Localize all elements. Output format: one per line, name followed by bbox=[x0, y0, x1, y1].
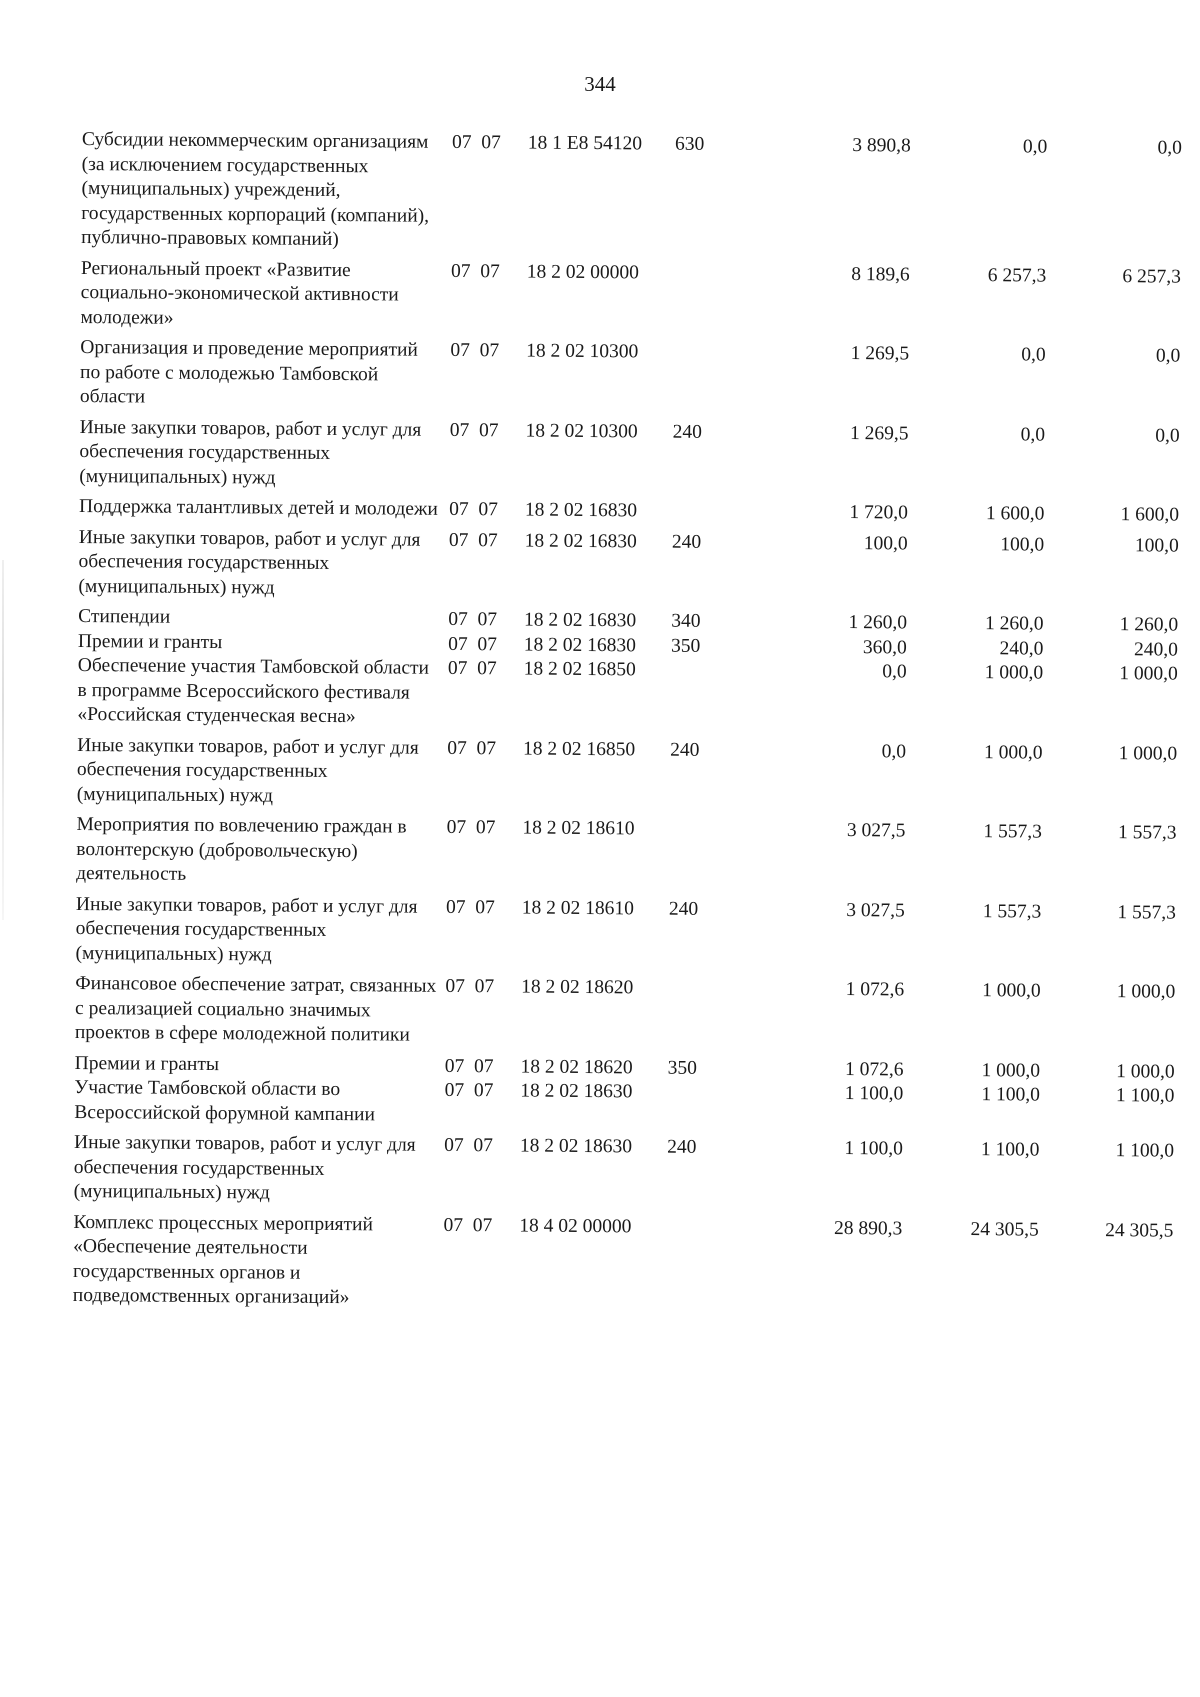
budget-table bbox=[73, 128, 1182, 1323]
row-code: 18 2 02 16830 bbox=[524, 499, 638, 522]
row-value-2: 24 305,5 bbox=[970, 1218, 1039, 1241]
row-value-3: 6 257,3 bbox=[1122, 265, 1181, 288]
row-section: 07 07 bbox=[449, 498, 499, 521]
row-value-2: 1 000,0 bbox=[982, 980, 1041, 1002]
row-type: 240 bbox=[668, 898, 699, 920]
row-code: 18 1 E8 54120 bbox=[527, 132, 643, 155]
row-name: Региональный проект «Развитие социально-экономической активности молодежи» bbox=[80, 257, 399, 329]
table-row bbox=[75, 972, 1176, 1060]
table-row bbox=[78, 525, 1179, 613]
row-code: 18 2 02 16830 bbox=[524, 529, 637, 552]
row-section: 07 07 bbox=[448, 529, 498, 551]
row-value-3: 1 000,0 bbox=[1119, 663, 1178, 685]
row-name: Иные закупки товаров, работ и услуг для обеспечения государственных (муниципальных) нужд bbox=[75, 893, 418, 966]
row-section: 07 07 bbox=[450, 260, 500, 282]
row-value-3: 240,0 bbox=[1133, 638, 1179, 661]
row-name: Финансовое обеспечение затрат, связанных с реализацией социально значимых проектов в сфере молодежной политики bbox=[74, 972, 437, 1046]
page-number: 344 bbox=[584, 72, 616, 96]
row-name: Премии и гранты bbox=[77, 630, 223, 653]
row-value-3: 0,0 bbox=[1155, 424, 1180, 447]
row-type bbox=[670, 659, 734, 739]
table-row bbox=[79, 415, 1180, 503]
row-value-2: 1 000,0 bbox=[983, 741, 1043, 764]
table-row bbox=[73, 1210, 1174, 1323]
row-value-2: 1 000,0 bbox=[984, 662, 1044, 684]
row-type: 240 bbox=[671, 531, 702, 553]
row-type: 350 bbox=[670, 635, 701, 657]
row-code: 18 2 02 18630 bbox=[519, 1135, 633, 1158]
row-type bbox=[669, 818, 733, 898]
row-value-2: 1 100,0 bbox=[980, 1139, 1040, 1161]
row-value-2: 240,0 bbox=[999, 637, 1044, 660]
row-value-1: 360,0 bbox=[862, 636, 907, 658]
row-section: 07 07 bbox=[450, 339, 500, 362]
row-section: 07 07 bbox=[445, 975, 495, 998]
table-row bbox=[74, 1076, 1174, 1140]
row-section: 07 07 bbox=[444, 1055, 494, 1077]
row-code: 18 2 02 18620 bbox=[521, 976, 634, 999]
row-value-2: 6 257,3 bbox=[987, 264, 1047, 287]
row-type: 240 bbox=[672, 421, 703, 443]
row-code: 18 2 02 18630 bbox=[520, 1080, 633, 1103]
row-type bbox=[668, 977, 732, 1057]
row-value-1: 1 260,0 bbox=[848, 612, 908, 634]
row-value-1: 1 269,5 bbox=[850, 343, 910, 365]
row-name: Организация и проведение мероприятий по работе с молодежью Тамбовской области bbox=[79, 336, 418, 408]
row-code: 18 2 02 16850 bbox=[523, 658, 636, 681]
row-type: 240 bbox=[670, 739, 700, 761]
row-value-3: 1 557,3 bbox=[1117, 822, 1177, 844]
table-row bbox=[80, 336, 1181, 424]
row-value-2: 0,0 bbox=[1021, 344, 1046, 366]
row-section: 07 07 bbox=[447, 657, 497, 680]
row-value-1: 3 027,5 bbox=[846, 899, 905, 921]
row-value-1: 0,0 bbox=[881, 740, 907, 762]
row-value-3: 0,0 bbox=[1155, 345, 1181, 367]
row-value-2: 1 260,0 bbox=[985, 613, 1044, 635]
row-type bbox=[673, 341, 737, 421]
row-type: 350 bbox=[667, 1057, 698, 1079]
table-row bbox=[76, 813, 1177, 901]
row-code: 18 2 02 16850 bbox=[522, 737, 636, 760]
row-value-1: 8 189,6 bbox=[851, 263, 910, 286]
row-value-2: 1 600,0 bbox=[985, 503, 1045, 525]
row-value-3: 1 100,0 bbox=[1115, 1140, 1175, 1162]
row-value-1: 3 890,8 bbox=[852, 135, 911, 157]
table-row bbox=[80, 256, 1181, 344]
row-code: 18 2 02 16830 bbox=[523, 609, 637, 632]
row-value-2: 1 000,0 bbox=[981, 1059, 1041, 1082]
row-section: 07 07 bbox=[445, 896, 495, 918]
row-type bbox=[672, 500, 735, 531]
row-value-3: 1 000,0 bbox=[1116, 981, 1176, 1003]
row-value-3: 0,0 bbox=[1157, 137, 1182, 159]
row-value-2: 1 100,0 bbox=[981, 1084, 1040, 1106]
row-code: 18 2 02 00000 bbox=[526, 260, 639, 283]
row-value-3: 1 557,3 bbox=[1117, 901, 1176, 924]
budget-table-body bbox=[73, 128, 1182, 1323]
row-section: 07 07 bbox=[448, 608, 498, 631]
row-value-1: 100,0 bbox=[863, 532, 908, 554]
row-value-1: 0,0 bbox=[882, 661, 907, 683]
row-type bbox=[666, 1215, 730, 1319]
row-type bbox=[667, 1081, 731, 1136]
row-name: Поддержка талантливых детей и молодежи bbox=[78, 495, 438, 520]
table-row bbox=[81, 128, 1182, 265]
table-row bbox=[73, 1131, 1174, 1219]
row-value-2: 1 557,3 bbox=[982, 900, 1042, 923]
row-name: Иные закупки товаров, работ и услуг для обеспечения государственных (муниципальных) нужд bbox=[78, 526, 421, 599]
row-value-1: 1 269,5 bbox=[849, 422, 909, 445]
row-value-3: 100,0 bbox=[1134, 534, 1179, 557]
table-row bbox=[75, 892, 1176, 980]
row-type: 630 bbox=[674, 133, 705, 155]
row-value-1: 1 072,6 bbox=[844, 1058, 904, 1080]
row-section: 07 07 bbox=[447, 737, 497, 759]
row-code: 18 4 02 00000 bbox=[519, 1214, 632, 1237]
row-type: 340 bbox=[671, 610, 701, 632]
row-name: Стипендии bbox=[78, 605, 171, 628]
row-name: Мероприятия по вовлечению граждан в волонтерскую (добровольческую) деятельность bbox=[76, 813, 407, 885]
row-value-1: 1 100,0 bbox=[844, 1138, 903, 1160]
row-value-3: 1 100,0 bbox=[1115, 1085, 1175, 1107]
row-code: 18 2 02 18610 bbox=[521, 896, 634, 919]
row-section: 07 07 bbox=[443, 1214, 493, 1236]
row-name: Премии и гранты bbox=[74, 1052, 220, 1075]
row-name: Иные закупки товаров, работ и услуг для обеспечения государственных (муниципальных) нужд bbox=[73, 1131, 416, 1204]
row-code: 18 2 02 10300 bbox=[526, 340, 639, 363]
row-name: Комплекс процессных мероприятий «Обеспечение деятельности государственных органов и подведомственных организаций» bbox=[72, 1211, 374, 1309]
row-type bbox=[673, 261, 737, 341]
row-code: 18 2 02 10300 bbox=[525, 419, 638, 442]
row-name: Иные закупки товаров, работ и услуг для обеспечения государственных (муниципальных) нужд bbox=[79, 416, 422, 489]
row-section: 07 07 bbox=[444, 1079, 494, 1102]
row-value-2: 100,0 bbox=[1000, 533, 1045, 556]
row-section: 07 07 bbox=[451, 131, 501, 154]
row-value-1: 1 072,6 bbox=[845, 979, 905, 1001]
row-value-2: 0,0 bbox=[1022, 136, 1048, 158]
row-name: Участие Тамбовской области во Всероссийской форумной кампании bbox=[74, 1076, 376, 1125]
row-value-3: 24 305,5 bbox=[1105, 1219, 1174, 1242]
row-value-1: 28 890,3 bbox=[833, 1217, 903, 1239]
table-row bbox=[77, 654, 1178, 742]
row-value-3: 1 000,0 bbox=[1116, 1060, 1175, 1083]
row-value-2: 0,0 bbox=[1020, 423, 1046, 446]
row-section: 07 07 bbox=[446, 816, 496, 839]
row-section: 07 07 bbox=[444, 1134, 494, 1157]
row-code: 18 2 02 16830 bbox=[523, 633, 637, 656]
row-type: 240 bbox=[667, 1136, 697, 1158]
table-row bbox=[77, 733, 1178, 821]
scan-edge-mark bbox=[2, 560, 4, 920]
row-name: Иные закупки товаров, работ и услуг для обеспечения государственных (муниципальных) нужд bbox=[76, 734, 419, 807]
row-code: 18 2 02 18620 bbox=[520, 1055, 633, 1078]
row-value-2: 1 557,3 bbox=[983, 821, 1043, 843]
row-value-3: 1 000,0 bbox=[1118, 742, 1178, 765]
row-name: Обеспечение участия Тамбовской области в программе Всероссийского фестиваля «Российская студенческая весна» bbox=[77, 654, 430, 728]
row-value-3: 1 260,0 bbox=[1119, 614, 1179, 636]
row-value-1: 3 027,5 bbox=[846, 820, 906, 842]
row-section: 07 07 bbox=[449, 419, 499, 441]
row-value-3: 1 600,0 bbox=[1120, 504, 1180, 526]
row-section: 07 07 bbox=[448, 633, 497, 655]
row-code: 18 2 02 18610 bbox=[522, 817, 635, 840]
row-name: Субсидии некоммерческим организациям (за исключением государственных (муниципальных) учреждений, государственных корпораций (компаний), публично-правовых компаний) bbox=[81, 128, 430, 251]
row-value-1: 1 100,0 bbox=[844, 1083, 904, 1105]
row-value-1: 1 720,0 bbox=[849, 502, 908, 524]
